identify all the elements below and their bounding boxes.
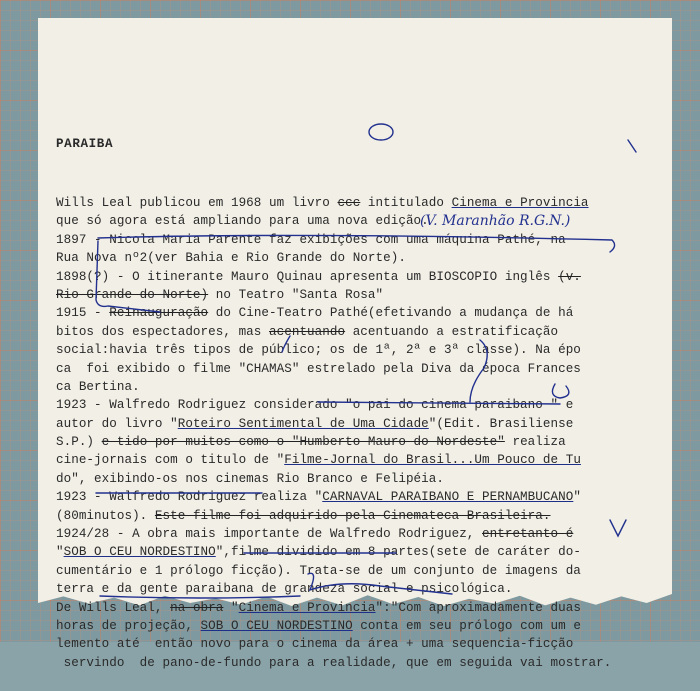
document-line — [56, 286, 646, 304]
document-line — [56, 599, 646, 617]
text-segment: 1898(?) - O itinerante Mauro Quinau apresenta um BIOSCOPIO inglês — [56, 269, 559, 284]
document-line — [56, 231, 646, 249]
text-segment: De Wills Leal, — [56, 600, 171, 615]
text-segment: que só agora está ampliando para uma nova edição. — [56, 214, 429, 229]
document-line — [56, 470, 646, 488]
document-line — [56, 194, 646, 212]
document-body — [56, 98, 646, 691]
document-line — [56, 341, 646, 359]
text-segment: Reinauguração — [109, 306, 209, 321]
document-line — [56, 415, 646, 433]
text-segment: ca Bertina. — [56, 379, 140, 394]
text-segment: na obra — [170, 600, 224, 615]
text-segment: 1923 - Walfredo Rodriguez considerado "o pai do cinema paraibano " e — [56, 398, 574, 413]
text-segment: lemento até então novo para o cinema da área + uma sequencia-ficção — [56, 637, 574, 652]
document-line — [56, 304, 646, 322]
document-line — [56, 396, 646, 414]
document-line — [56, 580, 646, 598]
document-line — [56, 323, 646, 341]
text-segment: Rua Nova nº2(ver Bahia e Rio Grande do Norte). — [56, 251, 406, 266]
document-line — [56, 617, 646, 635]
text-segment: " — [223, 600, 239, 615]
text-segment: bitos dos espectadores, mas — [56, 324, 270, 339]
document-title: PARAIBA — [56, 136, 114, 151]
document-line — [56, 543, 646, 561]
text-segment: ",filme dividido em 8 partes(sete de caráter do- — [215, 545, 581, 560]
document-line — [56, 525, 646, 543]
text-segment: servindo de pano-de-fundo para a realidade, que em seguida vai mostrar. — [56, 655, 612, 670]
document-line — [56, 635, 646, 653]
text-segment: (v. — [558, 269, 581, 284]
text-segment: "(Edit. Brasiliense — [428, 416, 574, 431]
document-line — [56, 451, 646, 469]
text-segment: ca foi exibido o filme "CHAMAS" estrelado pela Diva da época Frances — [56, 361, 581, 376]
document-line — [56, 562, 646, 580]
text-segment: no Teatro "Santa Rosa" — [208, 287, 384, 302]
text-segment: ccc — [337, 196, 361, 211]
document-line — [56, 507, 646, 525]
text-segment: 1924/28 - A obra mais importante de Walfredo Rodriguez, — [56, 527, 483, 542]
text-segment: Cinema e Provincia — [451, 196, 589, 211]
document-line — [56, 360, 646, 378]
text-segment: cumentário e 1 prólogo ficção). Trata-se de um conjunto de imagens da — [56, 563, 581, 578]
document-line — [56, 268, 646, 286]
text-segment: Wills Leal publicou em 1968 um livro — [56, 196, 338, 211]
text-segment: SOB O CEU NORDESTINO — [200, 619, 353, 633]
text-segment: acentuando a estratificação — [345, 324, 559, 339]
text-segment: acentuando — [269, 324, 346, 339]
text-segment: ":"Com aproximadamente duas — [375, 600, 581, 615]
text-segment: Filme-Jornal do Brasil...Um Pouco de Tu — [284, 453, 581, 468]
text-segment: " — [56, 545, 64, 560]
handwritten-insertion: (V. Maranhão R.G.N.) — [420, 213, 571, 229]
text-segment: cine-jornais com o titulo de " — [56, 453, 285, 468]
text-segment: Este filme foi adquirido pela Cinemateca Brasileira. — [154, 508, 551, 523]
text-segment: e tido por muitos como o "Humberto Mauro do Nordeste" — [101, 435, 505, 450]
text-segment: (80minutos). — [56, 508, 155, 523]
text-segment: terra e da gente paraibana de grandeza social e psicológica. — [56, 582, 513, 597]
document-line — [56, 433, 646, 451]
text-segment: Cinema e Provincia — [238, 600, 376, 615]
text-segment: 1897 - Nicola Maria Parente faz exibições com uma máquina Pathé, na — [56, 232, 566, 247]
text-segment: do", exibindo-os nos cinemas Rio Branco e Felipéia. — [56, 471, 444, 486]
document-line — [56, 378, 646, 396]
text-segment: social:havia três tipos de público; os de 1ª, 2ª e 3ª classe). Na épo — [56, 343, 581, 358]
text-segment: conta em seu prólogo com um e — [352, 619, 581, 633]
document-line — [56, 488, 646, 506]
text-segment: realiza — [504, 435, 566, 450]
text-segment: autor do livro " — [56, 416, 178, 431]
text-segment: Roteiro Sentimental de Uma Cidade — [177, 416, 429, 431]
text-segment: CARNAVAL PARAIBANO E PERNAMBUCANO — [322, 490, 574, 505]
text-segment: S.P.) — [56, 435, 102, 450]
document-lines — [56, 194, 646, 672]
document-line — [56, 249, 646, 267]
text-segment: entretanto é — [482, 527, 574, 542]
text-segment: 1915 - — [56, 306, 110, 321]
document-line — [56, 654, 646, 672]
text-segment: Rio Grande do Norte) — [56, 287, 209, 302]
text-segment: 1923 - Walfredo Rodriguez realiza " — [56, 490, 323, 505]
text-segment: horas de projeção, — [56, 619, 201, 633]
text-segment: intitulado — [360, 196, 452, 211]
text-segment: do Cine-Teatro Pathé(efetivando a mudança de há — [208, 306, 574, 321]
text-segment: " — [573, 490, 581, 505]
text-segment: SOB O CEU NORDESTINO — [63, 545, 216, 560]
